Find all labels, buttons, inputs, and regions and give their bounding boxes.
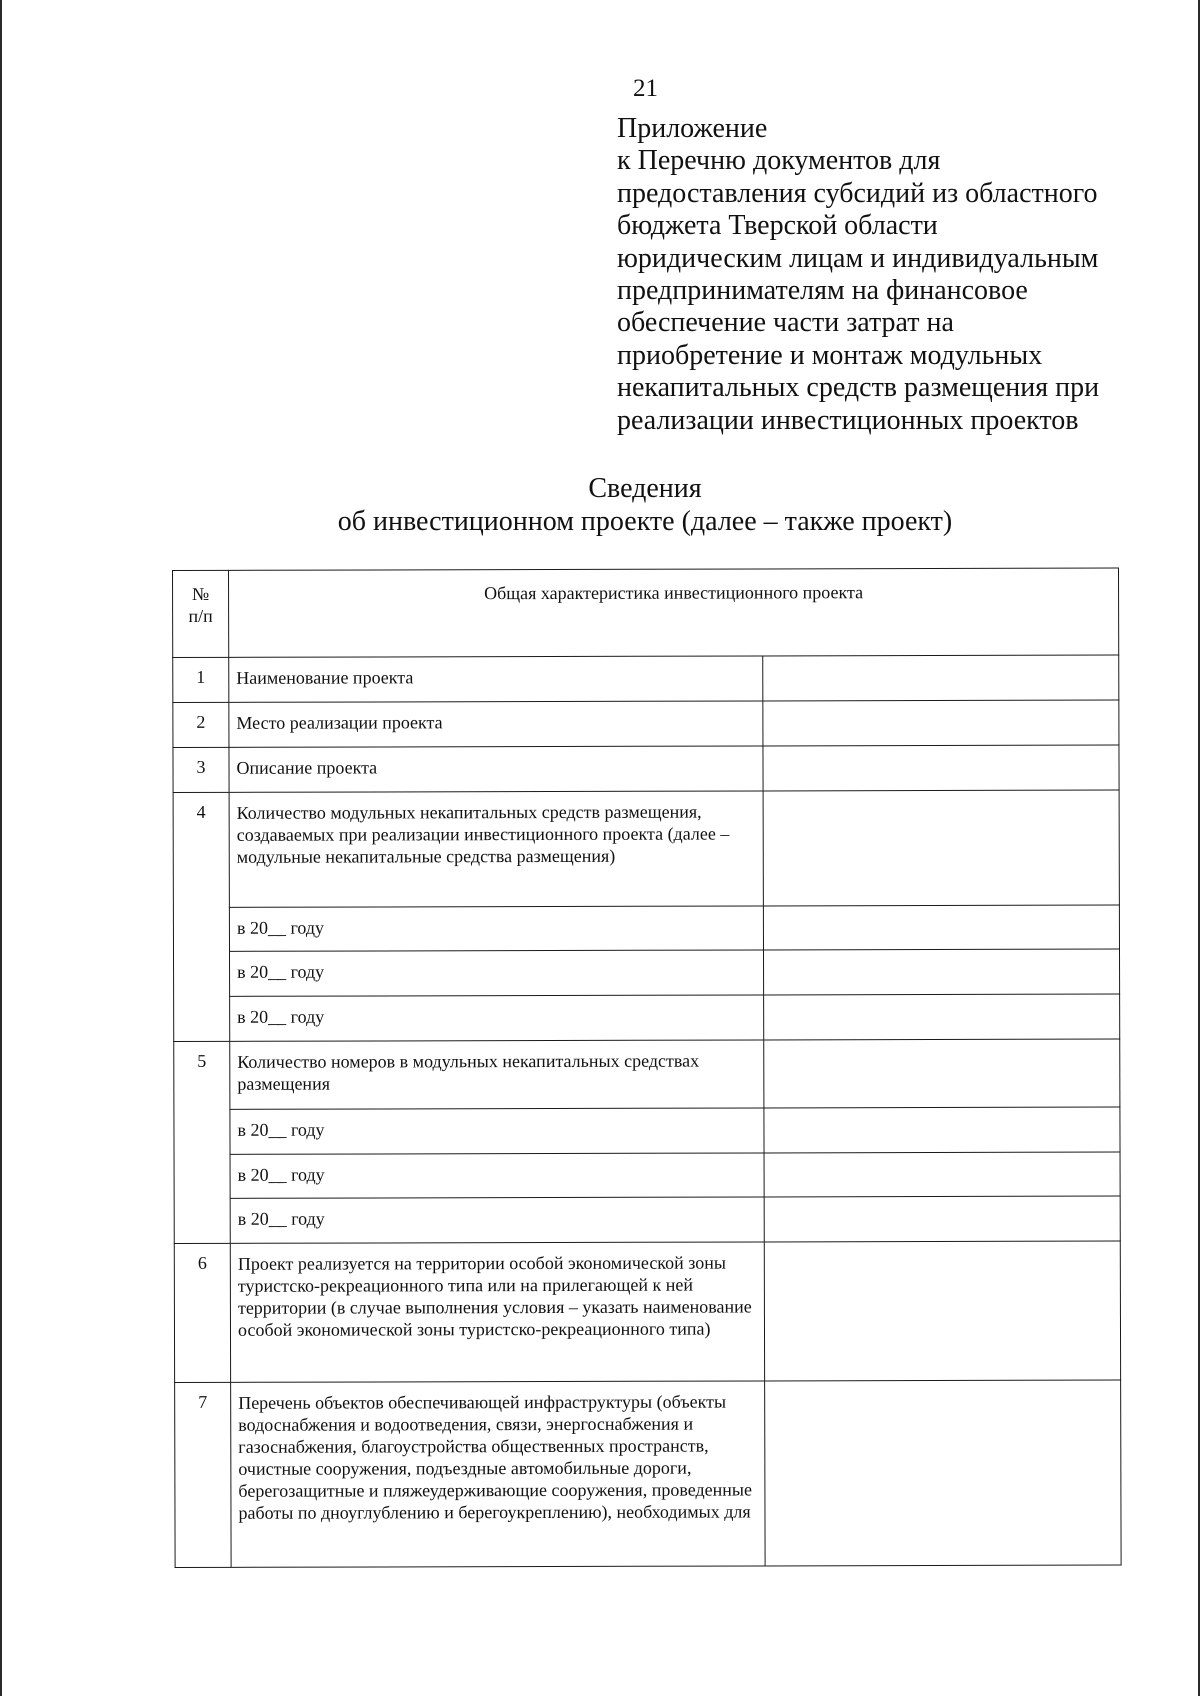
row-label: Наименование проекта	[229, 656, 763, 702]
document-subtitle: об инвестиционном проекте (далее – также проект)	[337, 506, 953, 537]
row-label: Описание проекта	[229, 746, 763, 792]
row-value-cell[interactable]	[763, 700, 1119, 746]
row-number: 1	[173, 657, 229, 702]
row-label: Перечень объектов обеспечивающей инфраструктуры (объекты водоснабжения и водоотведения, связи, энергоснабжения и газоснабжения, благоустройства общественных пространств, очистные сооружения, подъездные автомобильные дороги, берегозащитные и пляжеудерживающие сооружения, проведенные работы по дноуглублению и берегоукреплению), необходимых для	[231, 1381, 765, 1567]
appendix-line: приобретение и монтаж модульных	[617, 339, 1043, 371]
year-label: в 20__ году	[230, 1153, 764, 1198]
project-info-table	[172, 568, 1122, 1568]
row-value-cell[interactable]	[763, 655, 1119, 701]
row-label: Проект реализуется на территории особой экономической зоны туристско-рекреационного типа или на прилегающей к ней территории (в случае выполнения условия – указать наименование особой экономической зоны туристско-рекреационного типа)	[230, 1242, 764, 1382]
scan-edge-left	[0, 0, 2, 1696]
year-label: в 20__ году	[230, 1108, 764, 1154]
table-subrow	[174, 1196, 1120, 1243]
row-value-cell[interactable]	[764, 1241, 1120, 1381]
table-subrow	[174, 994, 1120, 1041]
row-label: Количество модульных некапитальных средств размещения, создаваемых при реализации инвестиционного проекта (далее – модульные некапитальные средства размещения)	[229, 791, 763, 907]
row-value-cell[interactable]	[764, 1152, 1120, 1197]
header-title-cell: Общая характеристика инвестиционного проекта	[229, 568, 1119, 657]
row-number: 4	[173, 792, 230, 1041]
year-label: в 20__ году	[230, 1197, 764, 1243]
row-value-cell[interactable]	[764, 994, 1120, 1040]
page-number: 21	[633, 75, 658, 102]
table-row	[173, 745, 1119, 792]
appendix-line: обеспечение части затрат на	[617, 307, 954, 339]
table-row	[173, 700, 1119, 747]
year-label: в 20__ году	[230, 995, 764, 1041]
table-row	[174, 1241, 1120, 1382]
table-subrow	[174, 1152, 1120, 1198]
row-value-cell[interactable]	[764, 1196, 1120, 1242]
row-value-cell[interactable]	[764, 1107, 1120, 1153]
year-label: в 20__ году	[229, 950, 763, 996]
header-number-symbol: №	[191, 583, 210, 604]
row-value-cell[interactable]	[763, 949, 1119, 995]
table-header-row	[173, 568, 1119, 657]
row-value-cell[interactable]	[765, 1380, 1121, 1566]
table-subrow	[173, 949, 1119, 996]
row-number: 2	[173, 702, 229, 747]
row-number: 5	[174, 1041, 231, 1243]
appendix-line: некапитальных средств размещения при	[617, 372, 1100, 404]
table-row	[173, 790, 1119, 907]
appendix-line: предпринимателям на финансовое	[617, 275, 1028, 307]
row-label: Количество номеров в модульных некапитальных средствах размещения	[230, 1040, 764, 1109]
row-number: 3	[173, 747, 229, 792]
appendix-line: предоставления субсидий из областного	[617, 177, 1098, 209]
table-row	[173, 655, 1119, 702]
row-value-cell[interactable]	[763, 905, 1119, 950]
appendix-line: бюджета Тверской области	[617, 210, 938, 242]
row-value-cell[interactable]	[763, 745, 1119, 791]
year-label: в 20__ году	[229, 906, 763, 951]
appendix-line: реализации инвестиционных проектов	[617, 404, 1079, 436]
table-row	[174, 1039, 1120, 1109]
table-row	[175, 1380, 1121, 1567]
header-number-cell	[173, 570, 229, 657]
appendix-line: Приложение	[617, 113, 768, 144]
appendix-line: юридическим лицам и индивидуальным	[617, 242, 1099, 274]
row-number: 7	[175, 1382, 231, 1567]
row-value-cell[interactable]	[764, 1039, 1120, 1108]
table-subrow	[174, 1107, 1120, 1154]
table-subrow	[173, 905, 1119, 951]
document-title: Сведения	[588, 473, 702, 504]
header-number-abbrev: п/п	[188, 605, 213, 626]
appendix-line: к Перечню документов для	[617, 145, 941, 177]
appendix-block	[617, 113, 1177, 437]
row-label: Место реализации проекта	[229, 701, 763, 747]
row-number: 6	[174, 1243, 230, 1382]
row-value-cell[interactable]	[763, 790, 1119, 906]
